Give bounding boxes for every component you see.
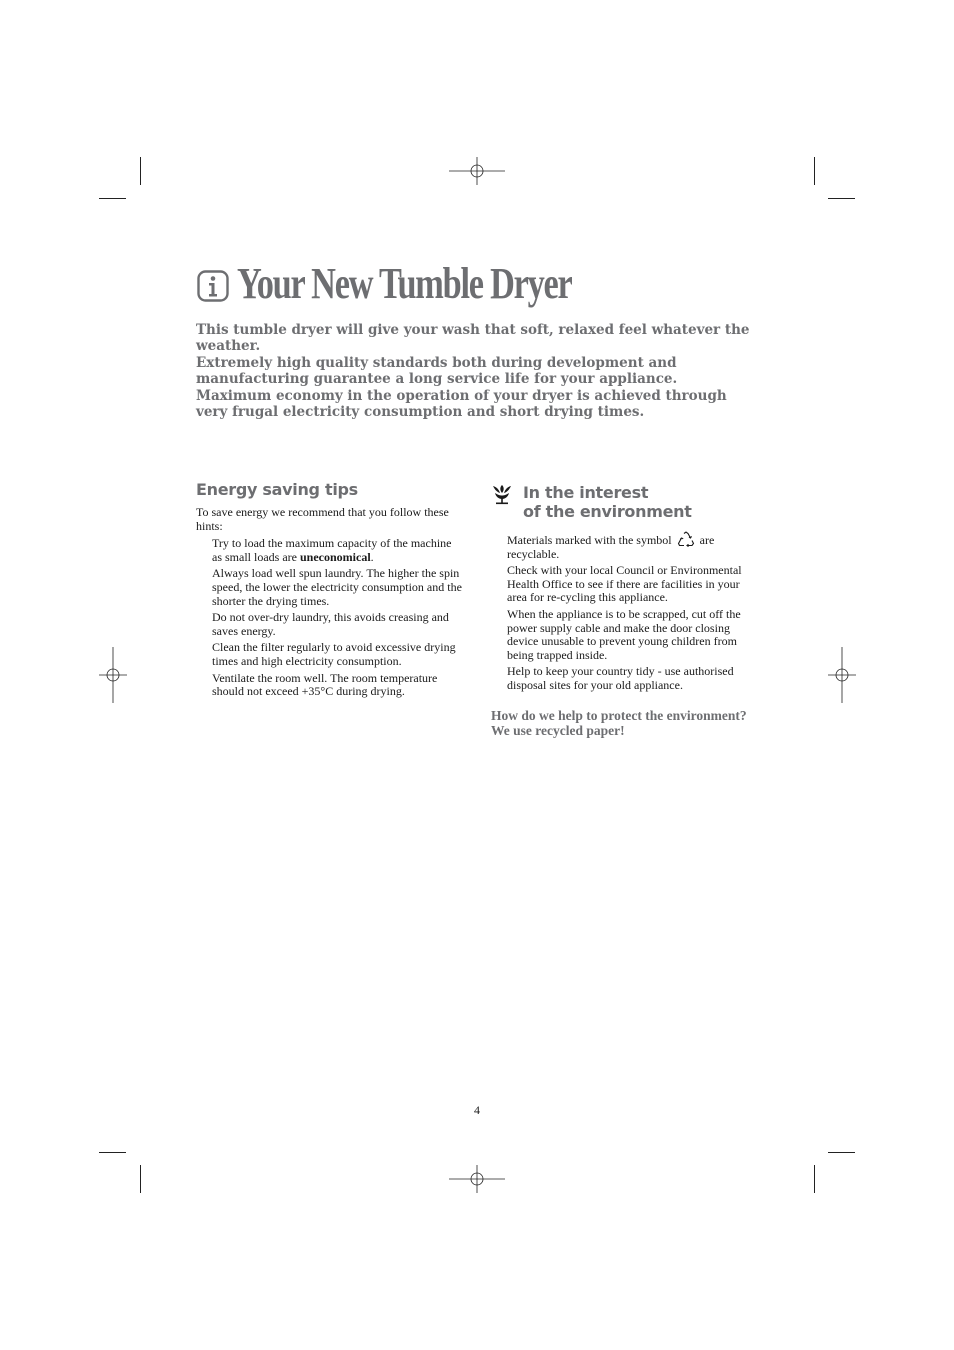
list-item: Help to keep your country tidy - use authorised disposal sites for your old appliance. xyxy=(507,664,734,692)
page-title-row xyxy=(197,258,666,309)
crop-mark xyxy=(828,198,855,199)
list-item xyxy=(507,531,756,561)
registration-mark-icon xyxy=(449,143,505,199)
page-number: 4 xyxy=(474,1103,480,1117)
crop-mark xyxy=(814,157,815,185)
intro-paragraph: Extremely high quality standards both during development and manufacturing guarantee a long service life for your appliance. xyxy=(196,355,678,387)
info-icon xyxy=(197,270,229,302)
environment-heading-row xyxy=(491,483,756,521)
list-item: Ventilate the room well. The room temperature should not exceed +35°C during drying. xyxy=(212,670,438,699)
crop-mark xyxy=(814,1165,815,1193)
registration-mark-icon xyxy=(449,1151,505,1207)
recycled-paper-note: How do we help to protect the environment? We use recycled paper! xyxy=(491,707,747,738)
environment-section xyxy=(491,483,756,738)
env-text: Materials marked with the symbol xyxy=(507,533,672,547)
crop-mark xyxy=(140,1165,141,1193)
list-item xyxy=(212,537,464,564)
environment-heading xyxy=(523,483,692,521)
environment-heading-line: of the environment xyxy=(523,502,692,521)
tip-text: . xyxy=(370,549,374,564)
environment-list xyxy=(507,531,756,693)
energy-tips-list xyxy=(212,537,464,699)
list-item: When the appliance is to be scrapped, cut off the power supply cable and make the door closing device unusable to prevent young children from being trapped inside. xyxy=(507,606,741,662)
crop-mark xyxy=(140,157,141,185)
flower-icon xyxy=(491,483,513,505)
list-item: Check with your local Council or Environmental Health Office to see if there are facilities in your area for re-cycling this appliance. xyxy=(507,563,742,605)
registration-mark-icon xyxy=(85,647,141,703)
page-title: Your New Tumble Dryer xyxy=(237,259,572,308)
energy-saving-heading: Energy saving tips xyxy=(196,480,358,499)
energy-saving-intro: To save energy we recommend that you follow these hints: xyxy=(196,505,449,533)
registration-mark-icon xyxy=(814,647,870,703)
energy-saving-section xyxy=(196,480,464,702)
environment-heading-line: In the interest xyxy=(523,483,649,502)
tip-text: Try to load the maximum capacity of the machine as small loads are xyxy=(212,536,452,564)
crop-mark xyxy=(828,1152,855,1153)
intro-paragraph: Maximum economy in the operation of your dryer is achieved through very frugal electricity consumption and short drying times. xyxy=(196,388,727,420)
tip-emphasis: uneconomical xyxy=(299,549,371,564)
intro-section xyxy=(196,323,756,422)
crop-mark xyxy=(99,198,126,199)
list-item: Always load well spun laundry. The higher the spin speed, the lower the electricity consumption and the shorter the drying times. xyxy=(212,566,462,608)
crop-mark xyxy=(99,1152,126,1153)
list-item: Clean the filter regularly to avoid excessive drying times and high electricity consumption. xyxy=(212,640,456,668)
env-text: are recyclable. xyxy=(507,533,715,561)
list-item: Do not over-dry laundry, this avoids creasing and saves energy. xyxy=(212,610,449,638)
intro-paragraph: This tumble dryer will give your wash that soft, relaxed feel whatever the weather. xyxy=(196,322,750,354)
recycle-icon xyxy=(677,531,695,547)
